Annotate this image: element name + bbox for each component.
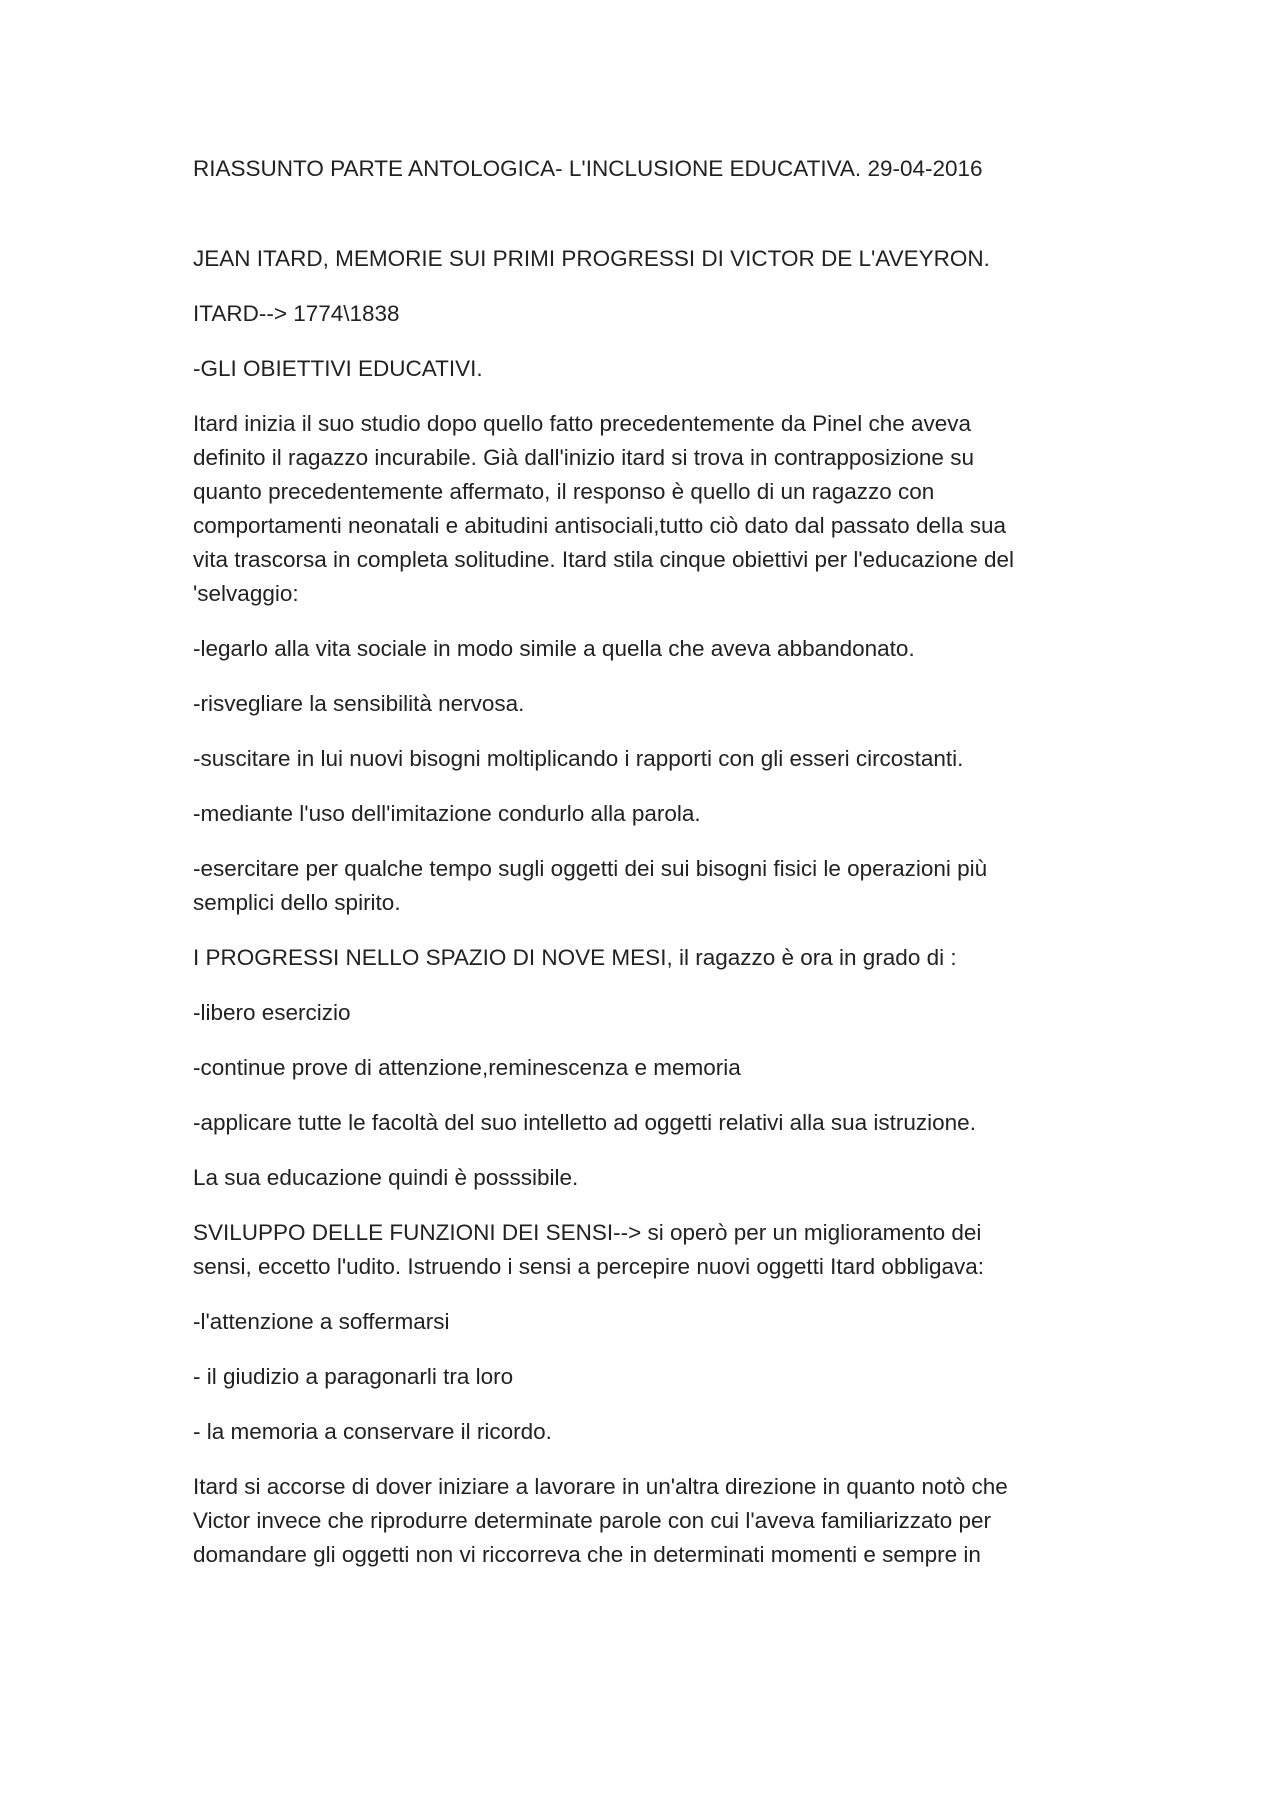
senses-paragraph [193,1216,1093,1284]
paragraph-line: quanto precedentemente affermato, il responso è quello di un ragazzo con [193,479,935,504]
paragraph-line: SVILUPPO DELLE FUNZIONI DEI SENSI--> si operò per un miglioramento dei [193,1220,982,1245]
senses-item: -l'attenzione a soffermarsi [193,1309,450,1334]
paragraph-line: definito il ragazzo incurabile. Già dall'inizio itard si trova in contrapposizione su [193,445,974,470]
objective-item-multiline [193,852,1093,920]
paragraph-line: Itard inizia il suo studio dopo quello fatto precedentemente da Pinel che aveva [193,411,972,436]
objective-item: -mediante l'uso dell'imitazione condurlo alla parola. [193,801,701,826]
closing-paragraph [193,1470,1093,1572]
objective-item: -suscitare in lui nuovi bisogni moltiplicando i rapporti con gli esseri circostanti. [193,746,964,771]
document-subtitle: JEAN ITARD, MEMORIE SUI PRIMI PROGRESSI DI VICTOR DE L'AVEYRON. [193,246,990,271]
paragraph-line: semplici dello spirito. [193,890,401,915]
progress-heading: I PROGRESSI NELLO SPAZIO DI NOVE MESI, il ragazzo è ora in grado di : [193,945,957,970]
progress-item: -libero esercizio [193,1000,351,1025]
document-body [193,152,1093,1572]
senses-item: - il giudizio a paragonarli tra loro [193,1364,514,1389]
paragraph-line: vita trascorsa in completa solitudine. Itard stila cinque obiettivi per l'educazione del [193,547,1014,572]
objective-item: -legarlo alla vita sociale in modo simile a quella che aveva abbandonato. [193,636,915,661]
progress-item: -continue prove di attenzione,reminescenza e memoria [193,1055,741,1080]
objective-item: -risvegliare la sensibilità nervosa. [193,691,525,716]
intro-paragraph [193,407,1093,611]
paragraph-line: sensi, eccetto l'udito. Istruendo i sensi a percepire nuovi oggetti Itard obbligava: [193,1254,985,1279]
education-possible-line: La sua educazione quindi è posssibile. [193,1165,579,1190]
paragraph-line: -esercitare per qualche tempo sugli oggetti dei sui bisogni fisici le operazioni più [193,856,988,881]
paragraph-line: domandare gli oggetti non vi riccorreva che in determinati momenti e sempre in [193,1542,981,1567]
paragraph-line: comportamenti neonatali e abitudini antisociali,tutto ciò dato dal passato della sua [193,513,1007,538]
progress-item: -applicare tutte le facoltà del suo intelletto ad oggetti relativi alla sua istruzione. [193,1110,976,1135]
paragraph-line: Itard si accorse di dover iniziare a lavorare in un'altra direzione in quanto notò che [193,1474,1008,1499]
paragraph-line: Victor invece che riprodurre determinate parole con cui l'aveva familiarizzato per [193,1508,992,1533]
senses-item: - la memoria a conservare il ricordo. [193,1419,552,1444]
document-title: RIASSUNTO PARTE ANTOLOGICA- L'INCLUSIONE EDUCATIVA. 29-04-2016 [193,156,983,181]
paragraph-line: 'selvaggio: [193,581,299,606]
itard-dates: ITARD--> 1774\1838 [193,301,400,326]
section-heading-objectives: -GLI OBIETTIVI EDUCATIVI. [193,356,483,381]
